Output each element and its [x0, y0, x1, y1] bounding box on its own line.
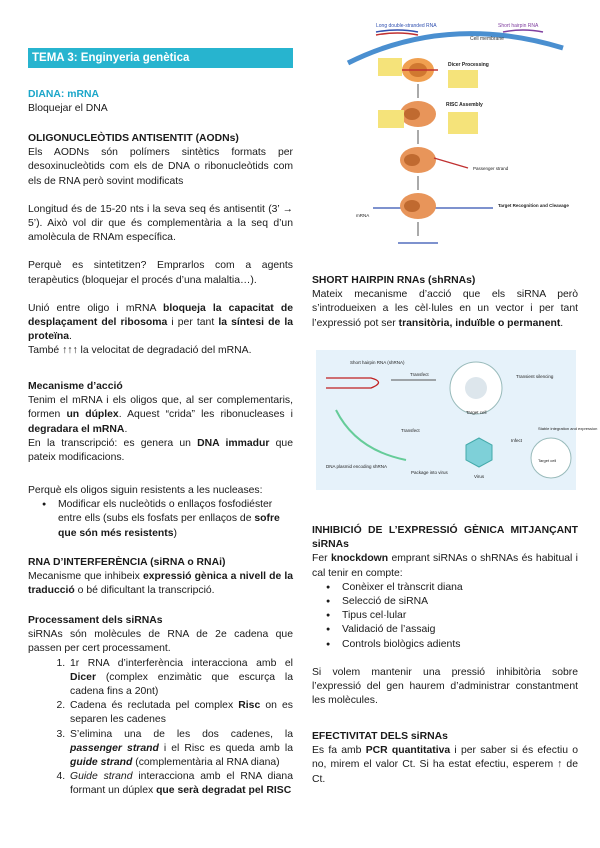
note-box	[378, 58, 402, 76]
inhibicio-p2: Si volem mantenir una pressió inhibitòria sobre l’expressió del gen haurem d’administrar constantment les molècules.	[312, 666, 578, 707]
virus-icon	[466, 438, 492, 467]
mecanisme-section	[28, 380, 293, 465]
resistance-list	[28, 498, 293, 541]
mecanisme-text: Tenim el mRNA i els oligos que, al ser complementaris, formen un dúplex. Aquest “crida” les ribonucleases i degradara el mRNA.	[28, 395, 293, 435]
page-title: TEMA 3: Enginyeria genètica	[28, 48, 293, 68]
fig1-mrna-label: mRNA	[356, 213, 370, 218]
note-box	[448, 70, 478, 88]
note-box	[378, 110, 404, 128]
aodn-p5: També ↑↑↑ la velocitat de degradació del mRNA.	[28, 345, 252, 357]
aodn-p3: Perquè es sintetitzen? Emprarlos com a agents terapèutics (bloquejar el procés d’una malaltia…).	[28, 260, 293, 286]
risc-icon	[400, 101, 436, 127]
list-item: ● Conèixer el trànscrit diana	[332, 581, 578, 595]
mecanisme-text-2: En la transcripció: es genera un DNA immadur que pateix modificacions.	[28, 437, 293, 464]
list-item: 2. Cadena és reclutada pel complex Risc on es separen les cadenes	[68, 699, 293, 727]
aodn-p4: Unió entre oligo i mRNA bloqueja la capacitat de desplaçament del ribosoma i per tant la síntesi de la proteïna.	[28, 302, 293, 343]
shrna-heading: SHORT HAIRPIN RNAs (shRNAs)	[312, 275, 476, 286]
aodn-section	[28, 132, 293, 359]
efectivitat-heading: EFECTIVITAT DELS siRNAs	[312, 731, 448, 742]
rnai-heading: RNA D’INTERFERÈNCIA (siRNA o RNAi)	[28, 557, 226, 568]
dicer-icon	[398, 58, 438, 82]
fig2-label-2: Transfect	[410, 372, 429, 377]
nucleus-icon	[465, 377, 487, 399]
diana-section	[28, 88, 293, 116]
target-cleavage-icon	[373, 193, 493, 219]
fig2-label-3: Transient silencing	[516, 374, 554, 379]
risc-active-icon	[400, 147, 468, 173]
list-item: 4. Guide strand interacciona amb el RNA diana formant un dúplex que serà degradat pel RISC	[68, 770, 293, 798]
shrna-section	[312, 274, 578, 331]
fig2-label-4: Target cell	[466, 410, 487, 415]
processament-section	[28, 614, 293, 799]
fig2-label-10: Infect	[511, 438, 523, 443]
efectivitat-section	[312, 730, 578, 787]
note-box	[448, 112, 478, 134]
rnai-text: Mecanisme que inhibeix expressió gènica a nivell de la traducció o bé dificultant la transcripció.	[28, 571, 293, 597]
list-item: ● Tipus cel·lular	[332, 609, 578, 623]
fig2-label-7: DNA plasmid encoding shRNA	[326, 464, 388, 469]
processament-list	[28, 657, 293, 799]
diana-text: Bloquejar el DNA	[28, 103, 108, 115]
fig2-label-8: Package into virus	[411, 470, 448, 475]
aodn-p2: Longitud és de 15-20 nts i la seva seq és antisentit (3’ → 5’). Això vol dir que és complementària a la seq d’un amolècula de RNAm específica.	[28, 203, 293, 244]
list-item: ● Validació de l’assaig	[332, 623, 578, 637]
fig1-dicer-label: Dicer Processing	[448, 62, 489, 68]
inhibicio-list	[312, 581, 578, 652]
sirna-pathway-figure	[338, 18, 568, 253]
processament-intro: siRNAs són molècules de RNA de 2e cadena que passen per cert processament.	[28, 629, 293, 655]
efectivitat-text: Es fa amb PCR quantitativa i per saber si és efectiu o no, mirem el valor Ct. Si ha estat efectiu, esperem ↑ de Ct.	[312, 745, 578, 785]
list-item: 3. S’elimina una de les dos cadenes, la passenger strand i el Risc es queda amb la guide strand (complementària al RNA diana)	[68, 728, 293, 771]
list-item: ● Modificar els nucleòtids o enllaços fosfodiéster entre ells (subs els fosfats per enllaços de sofre que són més resistents)	[48, 498, 293, 541]
mecanisme-heading: Mecanisme d’acció	[28, 381, 123, 392]
fig2-label-11: Target cell	[538, 458, 557, 463]
fig1-risc-label: RISC Assembly	[446, 102, 483, 108]
list-item: 1. 1r RNA d’interferència interacciona amb el Dicer (complex enzimàtic que escurça la cadena fins a 20nt)	[68, 657, 293, 700]
aodn-heading: OLIGONUCLEÒTIDS ANTISENTIT (AODNs)	[28, 133, 239, 144]
inhibicio-section	[312, 524, 578, 708]
resistance-section	[28, 484, 293, 541]
shrna-delivery-figure	[316, 350, 598, 490]
fig1-membrane-label: Cell membrane	[470, 36, 504, 42]
fig1-cleave-label: Passenger strand	[473, 166, 509, 171]
fig1-top-left-label: Long double-stranded RNA	[376, 23, 437, 29]
resistance-intro: Perquè els oligos siguin resistents a les nucleases:	[28, 485, 263, 496]
list-item: ● Controls biològics adients	[332, 638, 578, 652]
plasmid-icon	[336, 410, 406, 460]
rnai-section	[28, 556, 293, 599]
inhibicio-text: Fer knockdown emprant siRNAs o shRNAs és habitual i cal tenir en compte:	[312, 553, 578, 579]
aodn-p1: Els AODNs són polímers sintètics formats per desoxinucleòtids com els de DNA o ribonucleòtids com els de RNA però sovint modificats	[28, 147, 293, 187]
diana-label: DIANA: mRNA	[28, 89, 99, 100]
inhibicio-heading: INHIBICIÓ DE L’EXPRESSIÓ GÈNICA MITJANÇANT siRNAs	[312, 525, 578, 551]
fig1-top-right-label: Short hairpin RNA	[498, 23, 539, 29]
list-item: ● Selecció de siRNA	[332, 595, 578, 609]
fig2-label-1: Short hairpin RNA (shRNA)	[350, 360, 405, 365]
fig2-label-9: Virus	[474, 474, 485, 479]
processament-heading: Processament dels siRNAs	[28, 615, 163, 626]
fig2-label-5: Transfect	[401, 428, 420, 433]
fig1-target-label: Target Recognition and Cleavage	[498, 203, 569, 208]
fig2-label-6: Stable integration and expression	[538, 426, 598, 431]
shrna-text: Mateix mecanisme d’acció que els siRNA però s’introdueixen a les cèl·lules en un vector i per tant l’expressió pot ser transitòria, induïble o permanent.	[312, 289, 578, 329]
shrna-icon	[326, 378, 379, 388]
